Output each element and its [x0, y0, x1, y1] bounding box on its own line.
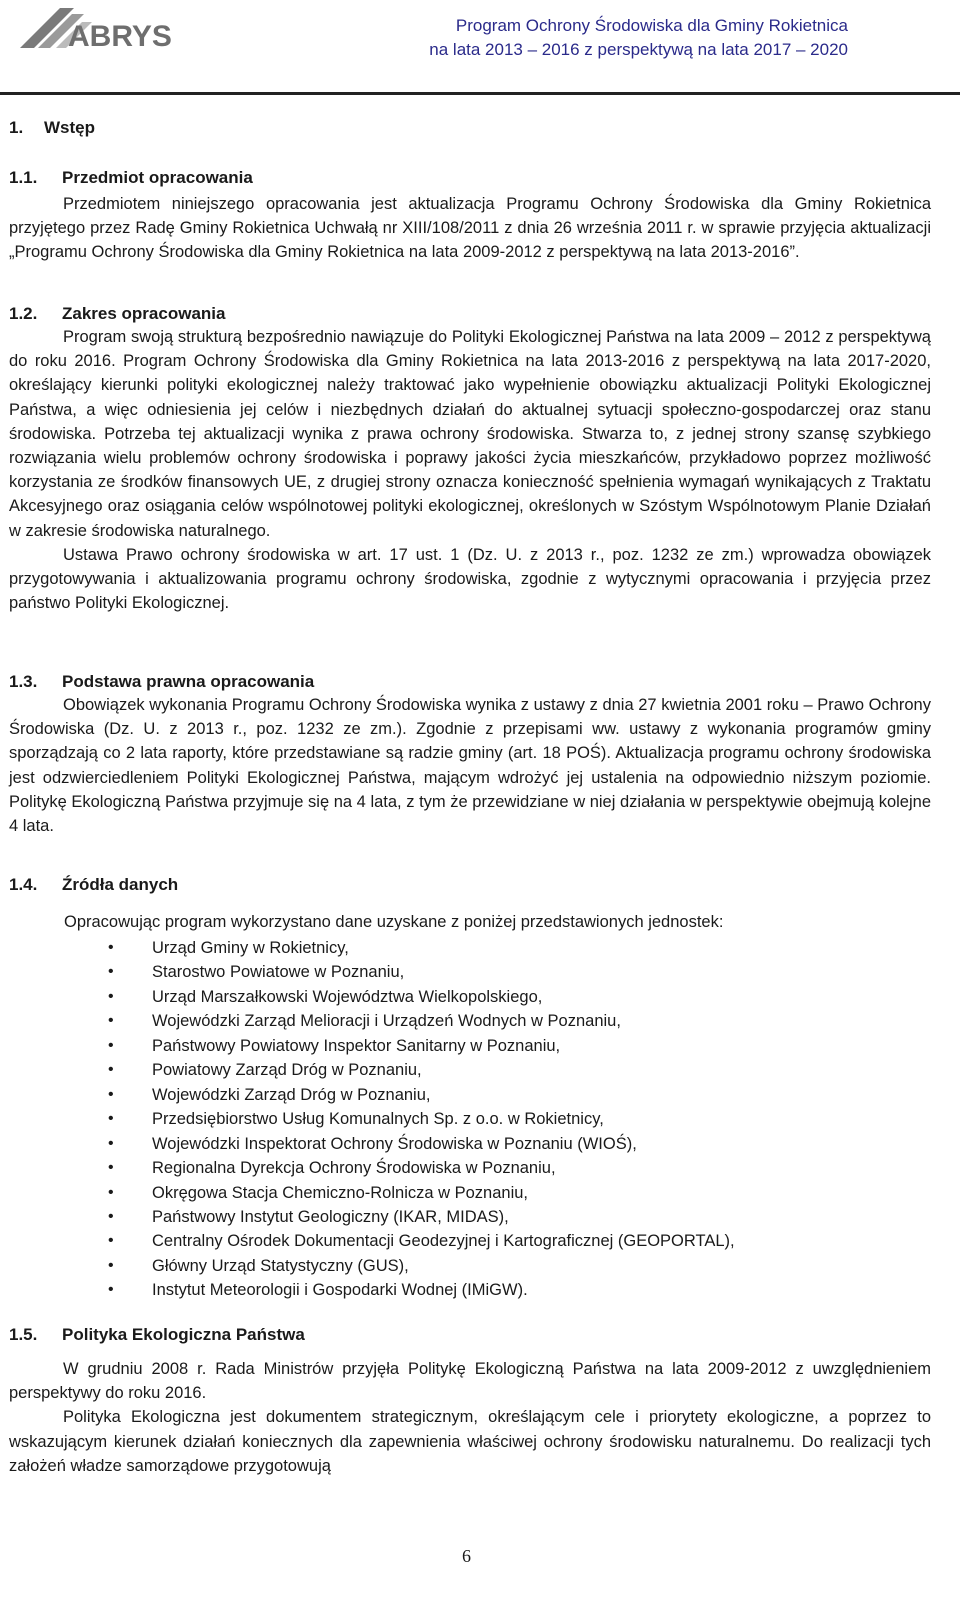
sources-list	[108, 936, 735, 1303]
section-1-2-text	[9, 325, 931, 615]
list-item: • Państwowy Instytut Geologiczny (IKAR, MIDAS),	[108, 1205, 735, 1229]
list-item: • Starostwo Powiatowe w Poznaniu,	[108, 960, 735, 984]
page-header	[0, 0, 960, 90]
heading-1-2: 1.2. Zakres opracowania	[9, 304, 226, 323]
header-divider	[0, 92, 960, 95]
section-1-3-text	[9, 693, 931, 838]
section-1-5-text	[9, 1357, 931, 1478]
paragraph: Przedmiotem niniejszego opracowania jest aktualizacja Programu Ochrony Środowiska dla Gminy Rokietnica przyjętego przez Radę Gminy Rokietnica Uchwałą nr XIII/108/2011 z dnia 26 września 2011 r. w sprawie przyjęcia aktualizacji „Programu Ochrony Środowiska dla Gminy Rokietnica na lata 2009-2012 z perspektywą na lata 2013-2016”.	[9, 195, 931, 262]
list-item: • Powiatowy Zarząd Dróg w Poznaniu,	[108, 1058, 735, 1082]
title-line-1: Program Ochrony Środowiska dla Gminy Rokietnica	[455, 16, 848, 35]
list-item: • Urząd Marszałkowski Województwa Wielkopolskiego,	[108, 985, 735, 1009]
sources-intro: Opracowując program wykorzystano dane uzyskane z poniżej przedstawionych jednostek:	[64, 913, 724, 931]
paragraph: Polityka Ekologiczna jest dokumentem strategicznym, określającym cele i priorytety ekologiczne, a poprzez to wskazującym kierunek działań koniecznych dla zapewnienia właściwej ochrony środowisku naturalnemu. Do realizacji tych założeń władze samorządowe przygotowują	[9, 1408, 931, 1475]
paragraph: Obowiązek wykonania Programu Ochrony Środowiska wynika z ustawy z dnia 27 kwietnia 2001 roku – Prawo Ochrony Środowiska (Dz. U. z 2013 r., poz. 1232 ze zm.). Zgodnie z przepisami ww. ustawy z wykonania programów gminy sporządzają co 2 lata raporty, które przedstawiane są radzie gminy (art. 18 POŚ). Aktualizacja programu ochrony środowiska jest odzwierciedleniem Polityki Ekologicznej Państwa, mającym wdrożyć jej ustalenia na odpowiednio niższym poziomie. Politykę Ekologiczną Państwa przyjmuje się na 4 lata, z tym że przewidziane w niej działania w perspektywie obejmują kolejne 4 lata.	[9, 696, 931, 836]
paragraph: W grudniu 2008 r. Rada Ministrów przyjęła Politykę Ekologiczną Państwa na lata 2009-2012 z uwzględnieniem perspektywy do roku 2016.	[9, 1360, 931, 1403]
abrys-logo	[8, 4, 198, 62]
heading-1-5: 1.5. Polityka Ekologiczna Państwa	[9, 1325, 305, 1344]
list-item: • Wojewódzki Inspektorat Ochrony Środowiska w Poznaniu (WIOŚ),	[108, 1132, 735, 1156]
list-item: • Regionalna Dyrekcja Ochrony Środowiska w Poznaniu,	[108, 1156, 735, 1180]
list-item: • Centralny Ośrodek Dokumentacji Geodezyjnej i Kartograficznej (GEOPORTAL),	[108, 1229, 735, 1253]
page-number: 6	[462, 1546, 471, 1566]
list-item: • Instytut Meteorologii i Gospodarki Wodnej (IMiGW).	[108, 1278, 735, 1302]
list-item: • Urząd Gminy w Rokietnicy,	[108, 936, 735, 960]
logo-text: ABRYS	[68, 20, 172, 53]
list-item: • Okręgowa Stacja Chemiczno-Rolnicza w Poznaniu,	[108, 1181, 735, 1205]
list-item: • Wojewódzki Zarząd Dróg w Poznaniu,	[108, 1083, 735, 1107]
title-line-2: na lata 2013 – 2016 z perspektywą na lata 2017 – 2020	[429, 40, 848, 59]
paragraph: Program swoją strukturą bezpośrednio nawiązuje do Polityki Ekologicznej Państwa na lata 2009 – 2012 z perspektywą do roku 2016. Program Ochrony Środowiska dla Gminy Rokietnica na lata 2013-2016 z perspektywą na lata 2017-2020, określający kierunki polityki ekologicznej należy traktować jako wypełnienie obowiązku aktualizacji Polityki Ekologicznej Państwa, a więc odniesienia jej celów i niezbędnych działań do aktualnej sytuacji społeczno-gospodarczej oraz stanu środowiska. Potrzeba tej aktualizacji wynika z prawa ochrony środowiska. Stwarza to, z jednej strony szansę szybkiego rozwiązania wielu problemów ochrony środowiska i poprawy jakości życia mieszkańców, przykładowo poprzez możliwość korzystania ze środków finansowych UE, z drugiej strony oznacza konieczność spełnienia wymagań wynikających z Traktatu Akcesyjnego oraz osiągania celów wspólnotowej polityki ekologicznej, określonych w Szóstym Wspólnotowym Planie Działań w zakresie środowiska naturalnego.	[9, 328, 931, 540]
heading-1-4: 1.4. Źródła danych	[9, 875, 179, 894]
list-item: • Przedsiębiorstwo Usług Komunalnych Sp. z o.o. w Rokietnicy,	[108, 1107, 735, 1131]
list-item: • Państwowy Powiatowy Inspektor Sanitarny w Poznaniu,	[108, 1034, 735, 1058]
heading-1: 1. Wstęp	[9, 118, 95, 137]
section-1-1-text	[9, 192, 931, 265]
document-title	[429, 14, 848, 62]
heading-1-1: 1.1. Przedmiot opracowania	[9, 168, 253, 187]
heading-1-3: 1.3. Podstawa prawna opracowania	[9, 672, 315, 691]
list-item: • Wojewódzki Zarząd Melioracji i Urządzeń Wodnych w Poznaniu,	[108, 1009, 735, 1033]
paragraph: Ustawa Prawo ochrony środowiska w art. 17 ust. 1 (Dz. U. z 2013 r., poz. 1232 ze zm.) wprowadza obowiązek przygotowywania i aktualizowania programu ochrony środowiska, zgodnie z wytycznymi opracowania i przyjęcia przez państwo Polityki Ekologicznej.	[9, 545, 931, 613]
list-item: • Główny Urząd Statystyczny (GUS),	[108, 1254, 735, 1278]
